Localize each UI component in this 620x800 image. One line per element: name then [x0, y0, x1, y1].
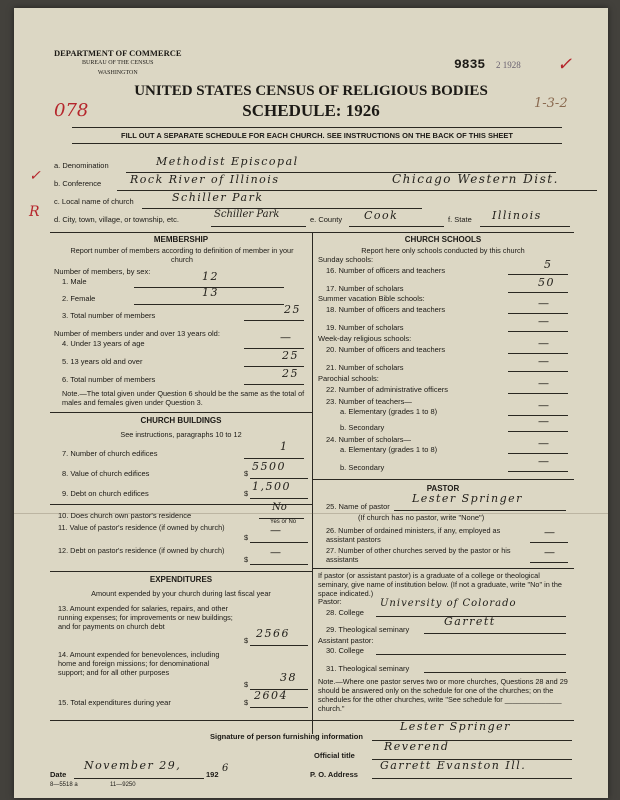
address-label: P. O. Address	[310, 770, 358, 779]
county-field[interactable]: Cook	[364, 209, 399, 222]
q23b-label: b. Secondary	[340, 423, 385, 432]
sunday-label: Sunday schools:	[318, 255, 374, 264]
running-expenses-label: 13. Amount expended for salaries, repairs, and other running expenses; for improvements or new buildings; and for payments on church debt	[58, 604, 233, 631]
over13-label: 5. 13 years old and over	[62, 357, 143, 366]
check-mark-icon: ✓	[29, 168, 41, 184]
date-year-field[interactable]: 6	[222, 763, 230, 774]
ordained-ministers-line	[530, 542, 568, 543]
dollar-sign: $	[244, 698, 249, 707]
age-intro-label: Number of members under and over 13 years old:	[54, 329, 220, 338]
seminary-line	[424, 633, 566, 634]
pastor-sub-label: Pastor:	[318, 597, 342, 606]
other-churches-field[interactable]: —	[544, 546, 557, 559]
census-schedule-sheet	[14, 8, 608, 798]
total6-line	[244, 384, 304, 385]
q18-field[interactable]: —	[538, 297, 551, 310]
expenditures-title: EXPENDITURES	[149, 575, 213, 584]
over13-field[interactable]: 25	[282, 349, 299, 362]
local-name-field[interactable]: Schiller Park	[172, 191, 264, 204]
female-line	[134, 304, 284, 305]
rule-college	[312, 568, 574, 569]
schools-sub: Report here only schools conducted by this church	[361, 246, 525, 255]
q16-field[interactable]: 5	[544, 258, 553, 271]
no-pastor-hint: (If church has no pastor, write "None")	[358, 513, 485, 522]
department-heading	[54, 48, 182, 78]
male-label: 1. Male	[62, 277, 87, 286]
q24b-label: b. Secondary	[340, 463, 385, 472]
print-code: 8—5518 a	[50, 782, 78, 788]
check-mark-icon: ✓	[557, 54, 573, 75]
rule-pastor	[312, 479, 574, 480]
college-field[interactable]: University of Colorado	[380, 598, 517, 609]
state-field[interactable]: Illinois	[492, 209, 542, 222]
city-label: d. City, town, village, or township, etc.	[54, 215, 179, 224]
q23a-label: a. Elementary (grades 1 to 8)	[340, 407, 438, 416]
q23a-field[interactable]: —	[538, 399, 551, 412]
date-label: Date	[50, 770, 67, 779]
residence-value-line	[250, 542, 308, 543]
total-expenditures-label: 15. Total expenditures during year	[58, 698, 171, 707]
female-count-field[interactable]: 13	[202, 286, 219, 299]
male-count-field[interactable]: 12	[202, 270, 219, 283]
address-field[interactable]: Garrett Evanston Ill.	[380, 759, 527, 772]
buildings-sub: See instructions, paragraphs 10 to 12	[120, 430, 242, 439]
owns-residence-label: 10. Does church own pastor's residence	[58, 511, 192, 520]
q24a-label: a. Elementary (grades 1 to 8)	[340, 445, 438, 454]
edifice-value-field[interactable]: 5500	[252, 460, 286, 473]
summer-label: Summer vacation Bible schools:	[318, 294, 425, 303]
q18-line	[508, 313, 568, 314]
seminary-label: 29. Theological seminary	[326, 625, 410, 634]
rule-buildings	[50, 412, 312, 413]
under13-label: 4. Under 13 years of age	[62, 339, 145, 348]
q22-field[interactable]: —	[538, 377, 551, 390]
assistant-seminary-label: 31. Theological seminary	[326, 664, 410, 673]
date-stamp: 2 1928	[496, 60, 521, 70]
conference-label: b. Conference	[54, 179, 102, 188]
fill-out-instruction: FILL OUT A SEPARATE SCHEDULE FOR EACH CHURCH. SEE INSTRUCTIONS ON THE BACK OF THIS SHEET	[72, 127, 562, 144]
q22-label: 22. Number of administrative officers	[326, 385, 448, 394]
membership-title: MEMBERSHIP	[153, 235, 209, 244]
running-expenses-line	[250, 645, 308, 646]
total-members-label: 3. Total number of members	[62, 311, 156, 320]
pastor-title: PASTOR	[426, 484, 460, 493]
q16-line	[508, 274, 568, 275]
q23b-field[interactable]: —	[538, 415, 551, 428]
residence-value-field[interactable]: —	[270, 524, 283, 537]
bureau-city: WASHINGTON	[97, 70, 138, 76]
county-line	[349, 226, 444, 227]
edifices-label: 7. Number of church edifices	[62, 449, 158, 458]
edifice-debt-label: 9. Debt on church edifices	[62, 489, 149, 498]
q17-field[interactable]: 50	[538, 276, 555, 289]
margin-mark: R	[29, 204, 40, 220]
q21-label: 21. Number of scholars	[326, 363, 404, 372]
county-label: e. County	[310, 215, 343, 224]
edifice-debt-line	[250, 498, 308, 499]
denomination-label: a. Denomination	[54, 161, 109, 170]
membership-note: Note.—The total given under Question 6 should be the same as the total of males and females given under Question 3.	[62, 389, 305, 407]
total6-field[interactable]: 25	[282, 367, 299, 380]
buildings-title: CHURCH BUILDINGS	[140, 416, 222, 425]
q21-line	[508, 371, 568, 372]
running-expenses-field[interactable]: 2566	[256, 627, 290, 640]
assistant-pastor-label: Assistant pastor:	[318, 636, 374, 645]
date-line	[74, 778, 204, 779]
q24-label: 24. Number of scholars—	[326, 435, 412, 444]
benevolences-label: 14. Amount expended for benevolences, including home and foreign missions; for denominational support; and for all other purposes	[58, 650, 220, 677]
total6-label: 6. Total number of members	[62, 375, 156, 384]
edifices-field[interactable]: 1	[280, 440, 289, 453]
schedule-number: 9835	[454, 57, 486, 72]
yes-no-hint: Yes or No	[270, 519, 297, 525]
official-title-field[interactable]: Reverend	[384, 740, 450, 753]
q20-field[interactable]: —	[538, 337, 551, 350]
date-year-prefix: 192	[206, 770, 219, 779]
date-field[interactable]: November 29,	[84, 759, 182, 772]
college-label: 28. College	[326, 608, 364, 617]
official-title-label: Official title	[314, 751, 355, 760]
q22-line	[508, 393, 568, 394]
dollar-sign: $	[244, 533, 249, 542]
pastor-name-field[interactable]: Lester Springer	[412, 492, 523, 505]
signature-label: Signature of person furnishing information	[210, 732, 363, 741]
q24b-field[interactable]: —	[538, 455, 551, 468]
q23b-line	[508, 431, 568, 432]
pastor-name-label: 25. Name of pastor	[326, 502, 390, 511]
code-annotation: 078	[54, 100, 89, 121]
assistant-seminary-line	[424, 672, 566, 673]
q20-label: 20. Number of officers and teachers	[326, 345, 446, 354]
denomination-field[interactable]: Methodist Episcopal	[156, 155, 299, 168]
district-annotation: Chicago Western Dist.	[392, 172, 559, 186]
female-label: 2. Female	[62, 294, 96, 303]
edifice-value-line	[250, 478, 308, 479]
q24a-line	[508, 453, 568, 454]
dollar-sign: $	[244, 555, 249, 564]
total-expenditures-line	[250, 707, 308, 708]
form-title: UNITED STATES CENSUS OF RELIGIOUS BODIES	[134, 83, 488, 99]
state-line	[480, 226, 570, 227]
q17-line	[508, 292, 568, 293]
total-expenditures-field[interactable]: 2604	[254, 689, 288, 702]
q17-label: 17. Number of scholars	[326, 284, 404, 293]
ordained-ministers-label: 26. Number of ordained ministers, if any, employed as assistant pastors	[326, 526, 501, 544]
form-subtitle: SCHEDULE: 1926	[242, 101, 380, 120]
print-code-2: 11—9250	[110, 782, 136, 788]
q19-field[interactable]: —	[538, 315, 551, 328]
dollar-sign: $	[244, 680, 249, 689]
schools-title: CHURCH SCHOOLS	[404, 235, 482, 244]
membership-intro: Report number of members according to definition of member in your church	[70, 246, 294, 264]
seminary-field[interactable]: Garrett	[444, 615, 496, 628]
other-churches-label: 27. Number of other churches served by the pastor or his assistants	[326, 546, 511, 564]
q19-line	[508, 331, 568, 332]
state-label: f. State	[448, 215, 472, 224]
q24a-field[interactable]: —	[538, 437, 551, 450]
dollar-sign: $	[244, 489, 249, 498]
q21-field[interactable]: —	[538, 355, 551, 368]
q18-label: 18. Number of officers and teachers	[326, 305, 446, 314]
column-divider	[312, 232, 313, 734]
weekday-label: Week-day religious schools:	[318, 334, 412, 343]
q20-line	[508, 353, 568, 354]
parochial-label: Parochial schools:	[318, 374, 379, 383]
conference-field[interactable]: Rock River of Illinois	[130, 173, 280, 186]
college-note: If pastor (or assistant pastor) is a graduate of a college or theological seminary, give name of institution below. (If not a graduate, write "No" in the space indicated.)	[318, 571, 562, 598]
benevolences-field[interactable]: 38	[280, 671, 297, 684]
q16-label: 16. Number of officers and teachers	[326, 266, 446, 275]
city-line	[211, 226, 306, 227]
bureau-name: BUREAU OF THE CENSUS	[82, 60, 154, 66]
q24b-line	[508, 471, 568, 472]
pastor-note: Note.—Where one pastor serves two or more churches, Questions 28 and 29 should be answered only on the schedule for one of the churches; on the schedules for the other churches, write "See schedule for ______________ church."	[318, 677, 568, 713]
other-churches-line	[530, 562, 568, 563]
residence-debt-field[interactable]: —	[270, 546, 283, 559]
local-name-label: c. Local name of church	[54, 197, 134, 206]
expenditures-sub: Amount expended by your church during last fiscal year	[91, 589, 271, 598]
edifices-line	[244, 458, 304, 459]
signature-field[interactable]: Lester Springer	[400, 720, 511, 733]
residence-value-label: 11. Value of pastor's residence (if owned by church)	[58, 523, 225, 532]
assistant-college-line	[376, 654, 566, 655]
q19-label: 19. Number of scholars	[326, 323, 404, 332]
owns-residence-field[interactable]: No	[272, 502, 287, 513]
total-members-field[interactable]: 25	[284, 303, 301, 316]
assistant-college-label: 30. College	[326, 646, 364, 655]
residence-debt-line	[250, 564, 308, 565]
edifice-value-label: 8. Value of church edifices	[62, 469, 150, 478]
edifice-debt-field[interactable]: 1,500	[252, 480, 291, 493]
department-name: DEPARTMENT OF COMMERCE	[54, 48, 182, 58]
total-members-line	[244, 320, 304, 321]
city-field[interactable]: Schiller Park	[214, 209, 280, 220]
dollar-sign: $	[244, 636, 249, 645]
address-line	[372, 778, 572, 779]
under13-field[interactable]: —	[280, 331, 293, 344]
q23-label: 23. Number of teachers—	[326, 397, 412, 406]
residence-debt-label: 12. Debt on pastor's residence (if owned by church)	[58, 546, 225, 555]
dollar-sign: $	[244, 469, 249, 478]
rule-expenditures	[50, 571, 312, 572]
ordained-ministers-field[interactable]: —	[544, 526, 557, 539]
by-sex-label: Number of members, by sex:	[54, 267, 151, 276]
pastor-name-line	[394, 510, 566, 511]
code-annotation-2: 1-3-2	[534, 96, 568, 111]
